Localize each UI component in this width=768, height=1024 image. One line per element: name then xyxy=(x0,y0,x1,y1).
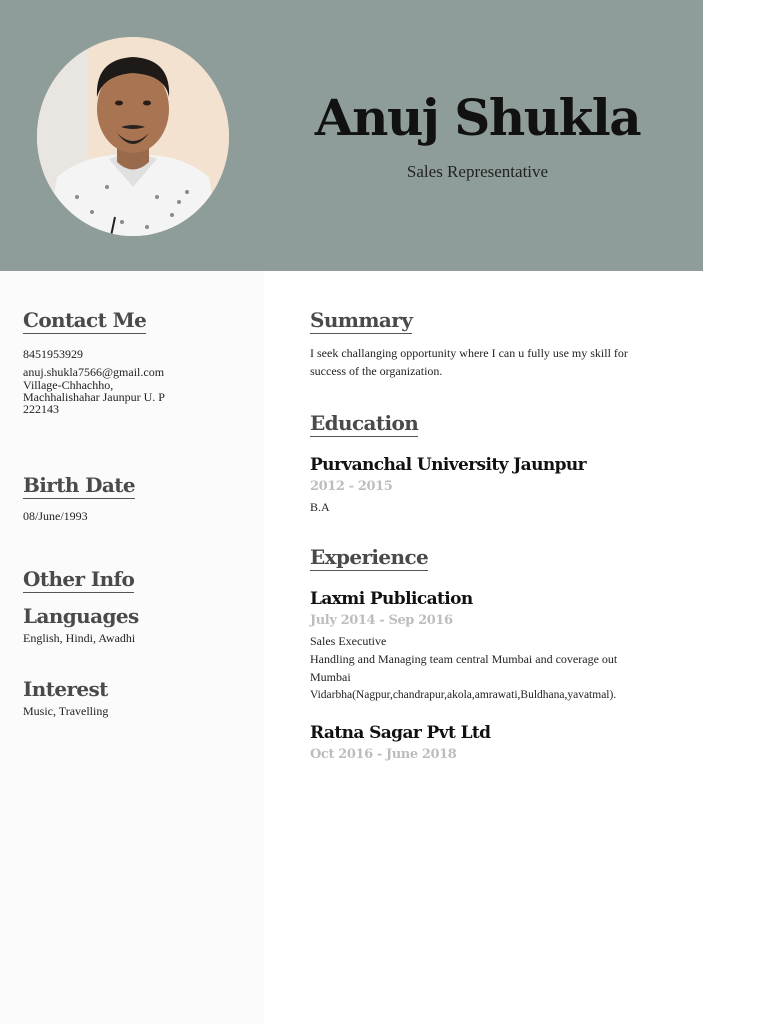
birthdate-section-title: Birth Date xyxy=(23,473,136,497)
job-1-line-2: Handling and Managing team central Mumbai and coverage out xyxy=(310,652,618,666)
candidate-name: Anuj Shukla xyxy=(314,88,641,147)
contact-address-line-2: Machhalishahar Jaunpur U. P xyxy=(23,390,165,404)
interest-title: Interest xyxy=(23,677,108,701)
job-1-description xyxy=(310,632,710,704)
job-1-company: Laxmi Publication xyxy=(310,589,473,609)
contact-address-line-3: 222143 xyxy=(23,402,59,416)
job-1-line-3: Mumbai xyxy=(310,670,351,684)
other-info-section-title: Other Info xyxy=(23,567,135,591)
education-dates: 2012 - 2015 xyxy=(310,479,393,494)
interest-value: Music, Travelling xyxy=(23,704,109,718)
contact-address-line-1: Village-Chhachho, xyxy=(23,378,114,392)
education-degree: B.A xyxy=(310,500,330,514)
birthdate-value: 08/June/1993 xyxy=(23,509,88,523)
experience-section-title: Experience xyxy=(310,545,429,569)
contact-email: anuj.shukla7566@gmail.com xyxy=(23,365,165,379)
job-1-line-4: Vidarbha(Nagpur,chandrapur,akola,amrawati,Buldhana,yavatmal). xyxy=(310,689,617,701)
contact-section-title: Contact Me xyxy=(23,308,147,332)
job-2-company: Ratna Sagar Pvt Ltd xyxy=(310,723,491,743)
languages-value: English, Hindi, Awadhi xyxy=(23,631,136,645)
languages-title: Languages xyxy=(23,604,139,628)
job-1-dates: July 2014 - Sep 2016 xyxy=(310,613,453,628)
summary-line-1: I seek challanging opportunity where I can u fully use my skill for xyxy=(310,346,628,360)
contact-phone: 8451953929 xyxy=(23,347,83,361)
candidate-role: Sales Representative xyxy=(406,162,549,181)
profile-photo xyxy=(37,37,229,236)
job-2-dates: Oct 2016 - June 2018 xyxy=(310,747,457,762)
education-section-title: Education xyxy=(310,411,419,435)
summary-section-title: Summary xyxy=(310,308,413,332)
summary-line-2: success of the organization. xyxy=(310,364,443,378)
job-1-line-1: Sales Executive xyxy=(310,634,387,648)
profile-photo-illustration xyxy=(37,37,229,236)
header-band xyxy=(0,0,703,271)
education-school: Purvanchal University Jaunpur xyxy=(310,455,587,475)
summary-text xyxy=(310,344,690,380)
